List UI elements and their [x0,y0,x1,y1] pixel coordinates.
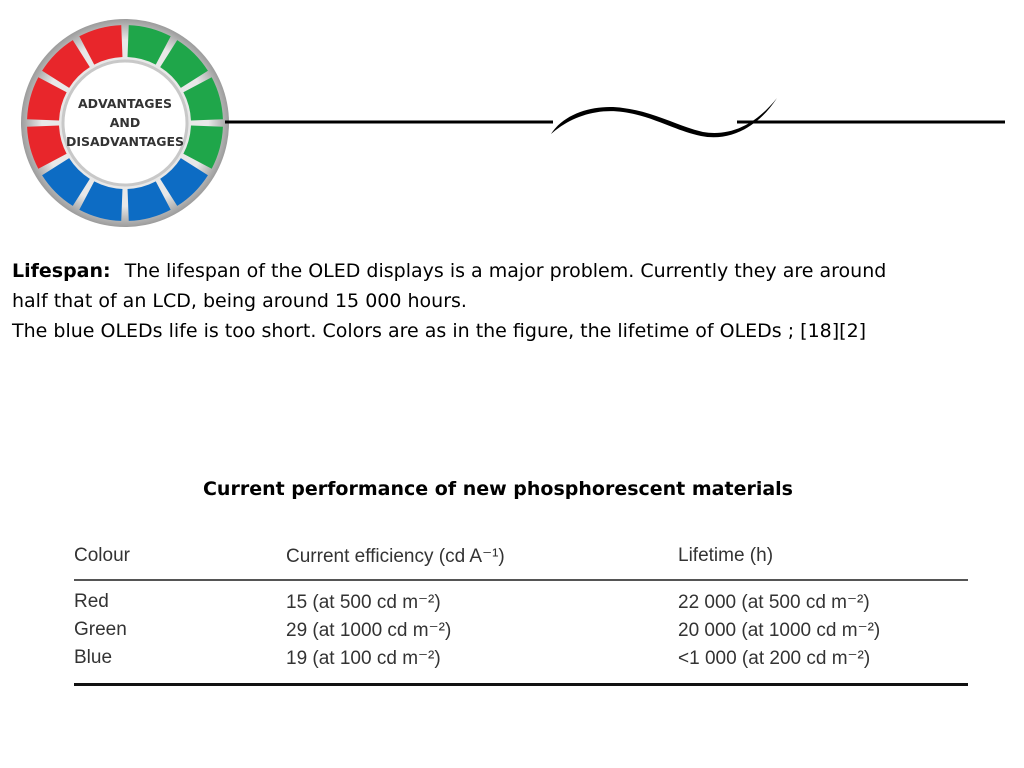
lifespan-paragraph [12,256,1002,346]
swoosh-divider-icon [225,90,1005,150]
table-row [74,591,968,619]
table-row [74,647,968,675]
paragraph-line3: The blue OLEDs life is too short. Colors are as in the figure, the lifetime of OLEDs ; [18][2] [12,320,867,342]
logo-text [20,94,230,151]
performance-table [74,545,968,686]
logo-text-line2: AND [109,115,141,130]
logo-text-line1: ADVANTAGES [77,96,173,111]
row-blue-lifetime: <1 000 (at 200 cd m⁻²) [678,648,871,669]
header-colour: Colour [74,545,130,566]
paragraph-line1: The lifespan of the OLED displays is a major problem. Currently they are around [124,260,887,282]
row-green-lifetime: 20 000 (at 1000 cd m⁻²) [678,620,881,641]
paragraph-line2: half that of an LCD, being around 15 000 hours. [12,290,467,312]
header-efficiency: Current efficiency (cd A⁻¹) [286,546,505,567]
row-red-efficiency: 15 (at 500 cd m⁻²) [286,592,441,613]
row-red-lifetime: 22 000 (at 500 cd m⁻²) [678,592,870,613]
row-blue-colour: Blue [74,647,113,668]
header-lifetime: Lifetime (h) [678,545,774,566]
lifespan-label: Lifespan: [12,260,111,282]
logo-text-line3: DISADVANTAGES [65,134,185,149]
table-row [74,619,968,647]
row-blue-efficiency: 19 (at 100 cd m⁻²) [286,648,441,669]
row-green-colour: Green [74,619,127,640]
table-title: Current performance of new phosphorescent materials [202,478,793,500]
table-bottom-rule [74,683,968,686]
row-green-efficiency: 29 (at 1000 cd m⁻²) [286,620,452,641]
table-header-row [74,545,968,581]
row-red-colour: Red [74,591,109,612]
